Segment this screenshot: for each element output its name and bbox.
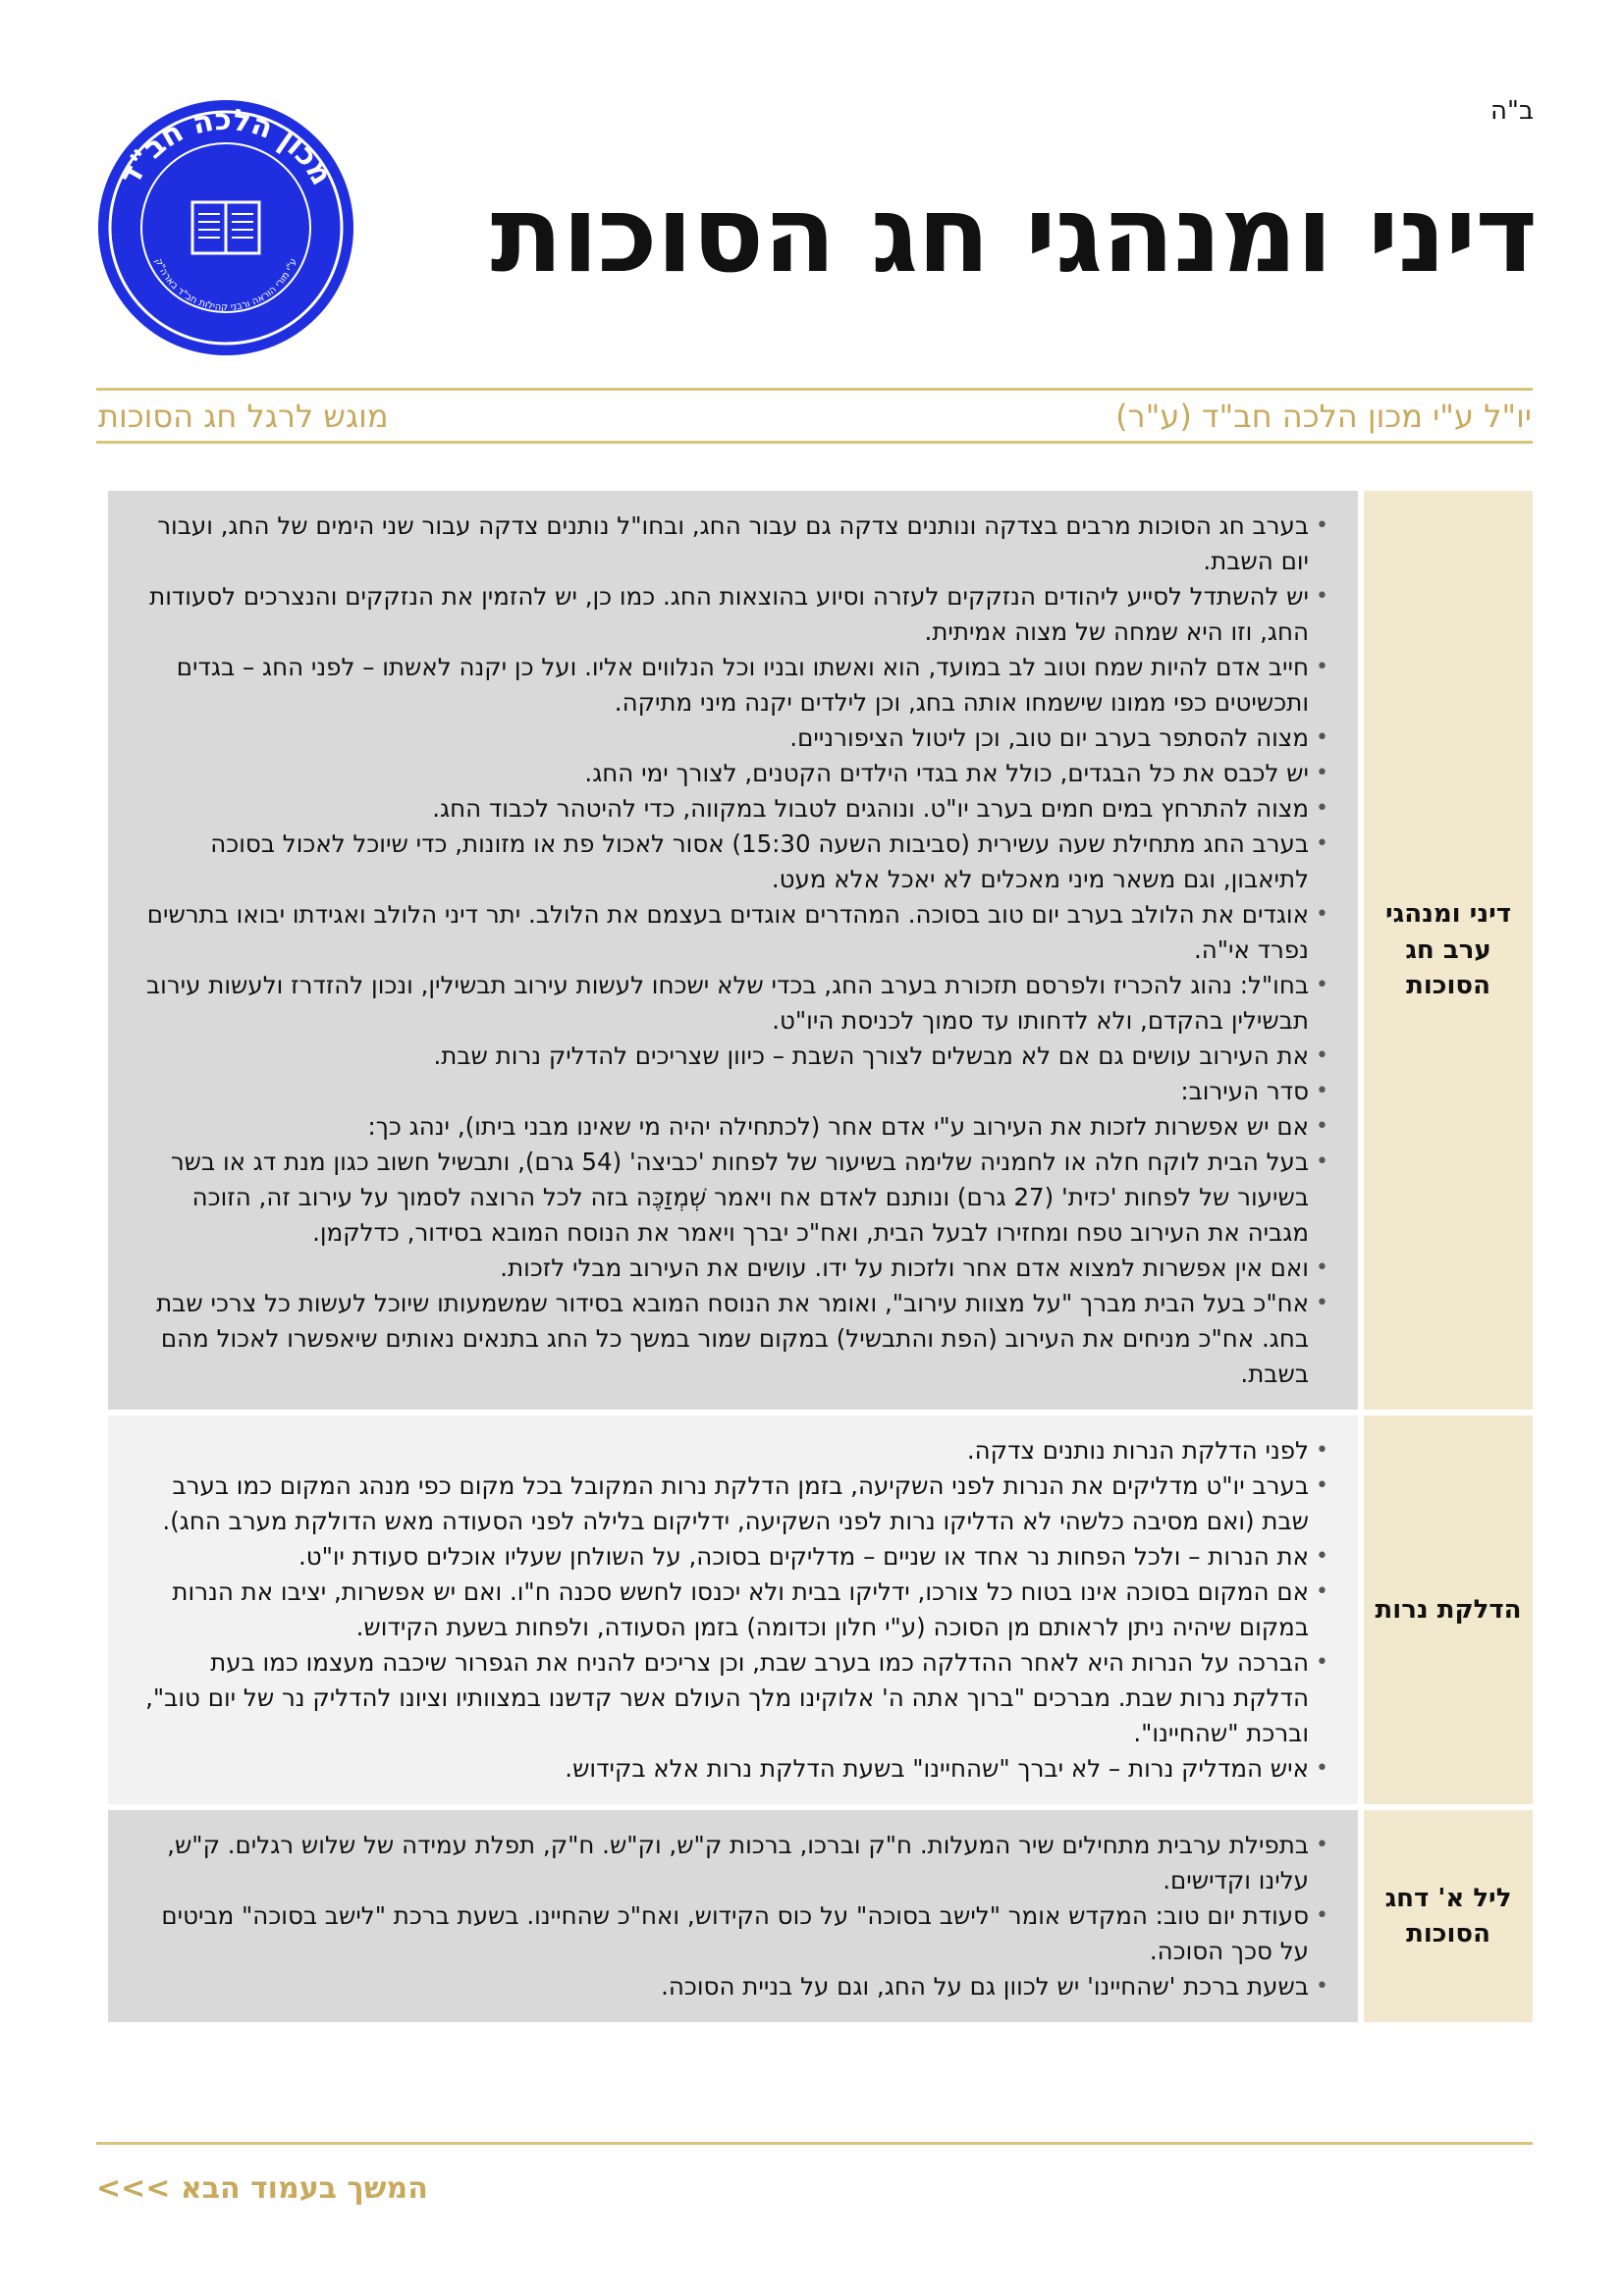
header-bottom-divider [96,441,1533,444]
section-label: הדלקת נרות [1364,1415,1533,1804]
section-candle-lighting [108,1415,1533,1804]
list-item: • חייב אדם להיות שמח וטוב לב במועד, הוא ואשתו ובניו וכל הנלווים אליו. ועל כן יקנה לאשתו – לפני החג – בגדים ותכשיטים כפי ממונו שישמחו אותה בחג, וכן לילדים יקנה מיני מתיקה. [141,650,1330,721]
list-item: • בערב יו"ט מדליקים את הנרות לפני השקיעה, בזמן הדלקת נרות המקובל בכל מקום כפי מנהג המקום כמו בערב שבת (ואם מסיבה כלשהי לא הדליקו נרות לפני השקיעה, ידליקום בלילה לפני הסעודה מאש הדולקת מערב החג). [141,1468,1330,1539]
section-body [108,1415,1364,1804]
list-item: • יש לכבס את כל הבגדים, כולל את בגדי הילדים הקטנים, לצורך ימי החג. [141,756,1330,791]
page-title: דיני ומנהגי חג הסוכות [490,174,1537,296]
list-item: • בעל הבית לוקח חלה או לחמניה שלימה בשיעור של לפחות 'כביצה' (54 גרם), ותבשיל חשוב כגון מנת דג או בשר בשיעור של לפחות 'כזית' (27 גרם) ונותנם לאדם אח ויאמר שְׁמְזַכֶּה בזה לכל הרוצה לסמוך על עירוב זה, הזוכה מגביה את העירוב טפח ומחזירו לבעל הבית, ואח"כ יברך ויאמר את הנוסח המובא בסידור, כדלקמן. [141,1145,1330,1251]
list-item: • אם המקום בסוכה אינו בטוח כל צורכו, ידליקו בבית ולא יכנסו לחשש סכנה ח"ו. ואם יש אפשרות, יציבו את הנרות במקום שיהיה ניתן לראותם מן הסוכה (ע"י חלון וכדומה) בזמן הסעודה, ולפחות בשעת הקידוש. [141,1575,1330,1645]
list-item: • בתפילת ערבית מתחילים שיר המעלות. ח"ק וברכו, ברכות ק"ש, וק"ש. ח"ק, תפלת עמידה של שלוש רגלים. ק"ש, עלינו וקדישים. [141,1828,1330,1898]
section-first-night [108,1810,1533,2022]
list-item: • את הנרות – ולכל הפחות נר אחד או שניים – מדליקים בסוכה, על השולחן שעליו אוכלים סעודת יו"ט. [141,1539,1330,1575]
open-book-icon [192,202,259,253]
list-item: • בערב החג מתחילת שעה עשירית (סביבות השעה 15:30) אסור לאכול פת או מזונות, כדי שיוכל לאכול בסוכה לתיאבון, וגם משאר מיני מאכלים לא יאכל אלא מעט. [141,827,1330,897]
section-erev-chag [108,491,1533,1410]
top-divider [96,388,1533,391]
list-item: • איש המדליק נרות – לא יברך "שהחיינו" בשעת הדלקת נרות אלא בקידוש. [141,1751,1330,1787]
section-list [141,1828,1330,2004]
section-label: ליל א' דחג הסוכות [1364,1810,1533,2022]
list-item: • מצוה להתרחץ במים חמים בערב יו"ט. ונוהגים לטבול במקווה, כדי להיטהר לכבוד החג. [141,791,1330,827]
section-body [108,491,1364,1410]
list-item: • סעודת יום טוב: המקדש אומר "לישב בסוכה" על כוס הקידוש, ואח"כ שהחיינו. בשעת ברכת "לישב בסוכה" מביטים על סכך הסוכה. [141,1898,1330,1969]
list-item: • סדר העירוב: [141,1074,1330,1109]
list-item: • את העירוב עושים גם אם לא מבשלים לצורך השבת – כיוון שצריכים להדליק נרות שבת. [141,1039,1330,1074]
section-list [141,1433,1330,1787]
section-label: דיני ומנהגי ערב חג הסוכות [1364,491,1533,1410]
seal-subtitle: ע"י מורי הוראה ורבני קהילות חב"ד בארה"ק [152,256,299,314]
section-body [108,1810,1364,2022]
seal-name: מכון הלכה חב"ד [112,102,339,191]
list-item: • לפני הדלקת הנרות נותנים צדקה. [141,1433,1330,1468]
footer-divider [96,2142,1533,2145]
halacha-table [108,485,1533,2028]
list-item: • בערב חג הסוכות מרבים בצדקה ונותנים צדקה גם עבור החג, ובחו"ל נותנים צדקה עבור שני הימים של החג, ועבור יום השבת. [141,508,1330,579]
bh-mark: ב"ה [1490,96,1534,126]
section-list [141,508,1330,1392]
list-item: • בשעת ברכת 'שהחיינו' יש לכוון גם על החג, וגם על בניית הסוכה. [141,1969,1330,2004]
list-item: • אוגדים את הלולב בערב יום טוב בסוכה. המהדרים אוגדים בעצמם את הלולב. יתר דיני הלולב ואגידתו יבואו בתרשים נפרד אי"ה. [141,897,1330,968]
list-item: • מצוה להסתפר בערב יום טוב, וכן ליטול הציפורניים. [141,721,1330,756]
list-item: • הברכה על הנרות היא לאחר ההדלקה כמו בערב שבת, וכן צריכים להניח את הגפרור שיכבה מעצמו כמו בעת הדלקת נרות שבת. מברכים "ברוך אתה ה' אלוקינו מלך העולם אשר קדשנו במצוותיו וציונו להדליק נר של יום טוב", וברכת "שהחיינו". [141,1645,1330,1751]
published-by: יו"ל ע"י מכון הלכה חב"ד (ע"ר) [1115,398,1532,435]
continue-next-page-link[interactable]: המשך בעמוד הבא >>> [96,2171,428,2206]
institute-seal-logo [96,98,355,357]
list-item: • יש להשתדל לסייע ליהודים הנזקקים לעזרה וסיוע בהוצאות החג. כמו כן, יש להזמין את הנזקקים והנצרכים לסעודות החג, וזו היא שמחה של מצוה אמיתית. [141,579,1330,650]
list-item: • בחו"ל: נהוג להכריז ולפרסם תזכורת בערב החג, בכדי שלא ישכחו לעשות עירוב תבשילין, ונכון להזדרז ולעשות עירוב תבשילין בהקדם, ולא לדחותו עד סמוך לכניסת היו"ט. [141,968,1330,1039]
list-item: • אם יש אפשרות לזכות את העירוב ע"י אדם אחר (לכתחילה יהיה מי שאינו מבני ביתו), ינהג כך: [141,1109,1330,1145]
presented-for: מוגש לרגל חג הסוכות [98,398,389,435]
list-item: • אח"כ בעל הבית מברך "על מצוות עירוב", ואומר את הנוסח המובא בסידור שמשמעותו שיוכל לעשות כל צרכי שבת בחג. אח"כ מניחים את העירוב (הפת והתבשיל) במקום שמור במשך כל החג בתנאים נאותים שיאפשרו לאכול מהם בשבת. [141,1286,1330,1392]
list-item: • ואם אין אפשרות למצוא אדם אחר ולזכות על ידו. עושים את העירוב מבלי לזכות. [141,1251,1330,1286]
